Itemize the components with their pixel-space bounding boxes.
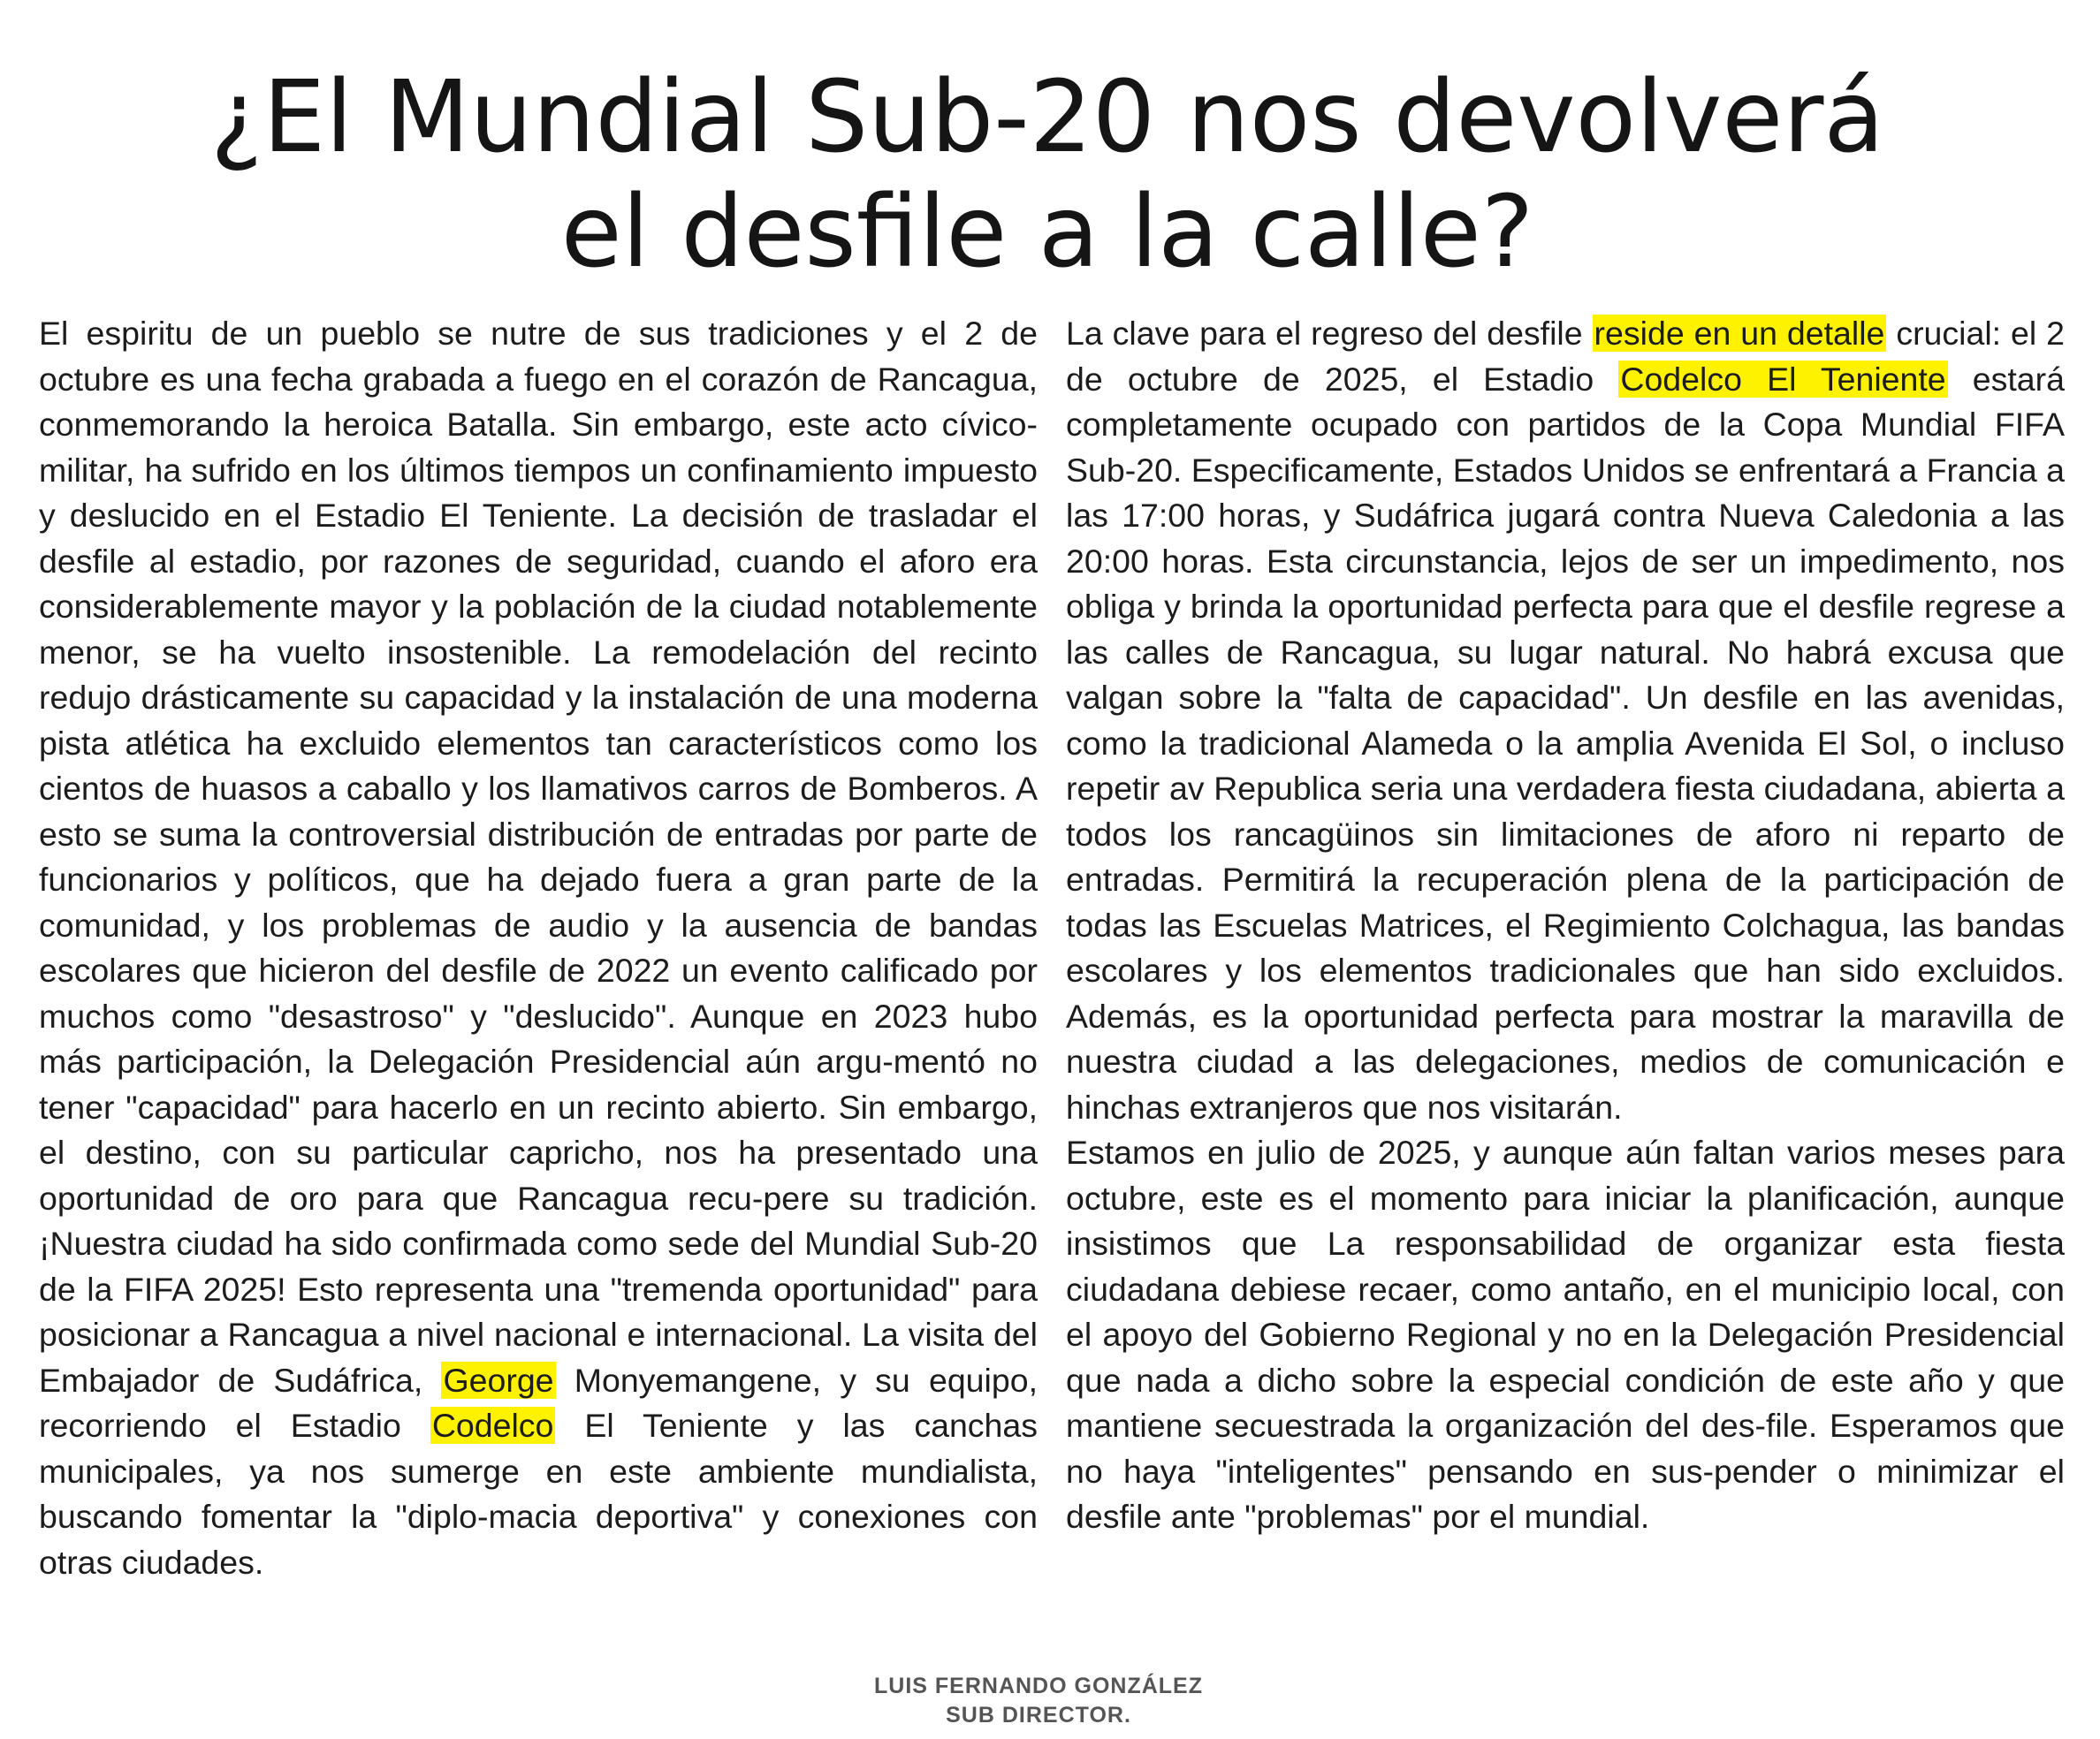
headline — [124, 60, 1971, 290]
highlighted-text: Codelco — [431, 1407, 554, 1444]
text-segment: estará completamente ocupado con partidos de la Copa Mundial FIFA Sub-20. Especificamente, Estados Unidos se enfrentará a Francia a las 17:00 horas, y Sudáfrica jugará contra Nueva Caledonia a las 20:00 horas. Esta circunstancia, lejos de ser un impedimento, nos obliga y brinda la oportunidad perfecta para que el desfile regrese a las calles de Rancagua, su lugar natural. No habrá excusa que valgan sobre la "falta de capacidad". Un desfile en las avenidas, como la tradicional Alameda o la amplia Avenida El Sol, o incluso repetir av Republica seria una verdadera fiesta ciudadana, abierta a todos los rancagüinos sin limitaciones de aforo ni reparto de entradas. Permitirá la recuperación plena de la participación de todas las Escuelas Matrices, el Regimiento Colchagua, las bandas escolares y los elementos tradicionales que han sido excluidos. Además, es la oportunidad perfecta para mostrar la maravilla de nuestra ciudad a las delegaciones, medios de comunicación e hinchas extranjeros que nos visitarán. — [1066, 360, 2065, 1126]
author-role: SUB DIRECTOR. — [946, 1703, 1131, 1728]
clipped-section-header — [919, 0, 1202, 7]
right-paragraph-2: Estamos en julio de 2025, y aunque aún faltan varios meses para octubre, este es el momento para iniciar la planificación, aunque insistimos que La responsabilidad de organizar esta fiesta ciudadana debiese recaer, como antaño, en el municipio local, con el apoyo del Gobierno Regional y no en la Delegación Presidencial que nada a dicho sobre la especial condición de este año y que mantiene secuestrada la organización del des-file. Esperamos que no haya "inteligentes" pensando en sus-pender o minimizar el desfile ante "problemas" por el mundial. — [1066, 1134, 2065, 1535]
headline-line-1: ¿El Mundial Sub-20 nos devolverá — [209, 60, 1885, 175]
text-segment: El espiritu de un pueblo se nutre de sus tradiciones y el 2 de octubre es una fecha grabada a fuego en el corazón de Rancagua, conmemorando la heroica Batalla. Sin embargo, este acto cívico-militar, ha sufrido en los últimos tiempos un confinamiento impuesto y deslucido en el Estadio El Teniente. La decisión de trasladar el desfile al estadio, por razones de seguridad, cuando el aforo era considerablemente mayor y la población de la ciudad notablemente menor, se ha vuelto insostenible. La remodelación del recinto redujo drásticamente su capacidad y la instalación de una moderna pista atlética ha excluido elementos tan característicos como los cientos de huasos a caballo y los llamativos carros de Bomberos. A esto se suma la controversial distribución de entradas por parte de funcionarios y políticos, que ha dejado fuera a gran parte de la comunidad, y los problemas de audio y la ausencia de bandas escolares que hicieron del desfile de 2022 un evento calificado por muchos como "desastroso" y "deslucido". Aunque en 2023 hubo más participación, la Delegación Presidencial aún argu-mentó no tener "capacidad" para hacerlo en un recinto abierto. Sin embargo, el destino, con su particular capricho, nos ha presentado una oportunidad de oro para que Rancagua recu-pere su tradición. ¡Nuestra ciudad ha sido confirmada como sede del Mundial Sub-20 de la FIFA 2025! Esto representa una "tremenda oportunidad" para posicionar a Rancagua a nivel nacional e internacional. La visita del Embajador de Sudáfrica, — [39, 315, 1038, 1399]
left-paragraph — [39, 311, 1038, 1585]
text-segment: crucial: el 2 de octubre de 2025, el Estadio — [1066, 315, 2065, 398]
highlighted-text: George — [443, 1361, 554, 1399]
text-segment: La clave para el regreso del desfile — [1066, 315, 1593, 352]
highlighted-text: reside en un detalle — [1594, 315, 1885, 352]
text-segment: El Teniente y las canchas municipales, ya nos sumerge en este ambiente mundialista, buscando fomentar la "diplo-macia deportiva" y conexiones con otras ciudades. — [39, 1407, 1039, 1581]
right-column — [1066, 311, 2065, 1540]
highlighted-text: Codelco El Teniente — [1620, 360, 1946, 398]
author-name: LUIS FERNANDO GONZÁLEZ — [874, 1674, 1203, 1698]
byline — [795, 1672, 1282, 1730]
text-segment: Monyemangene, y su equipo, recorriendo el Estadio — [39, 1361, 1038, 1444]
headline-line-2: el desfile a la calle? — [560, 175, 1534, 290]
left-column — [39, 311, 1038, 1585]
right-paragraph-1 — [1066, 311, 2065, 1130]
